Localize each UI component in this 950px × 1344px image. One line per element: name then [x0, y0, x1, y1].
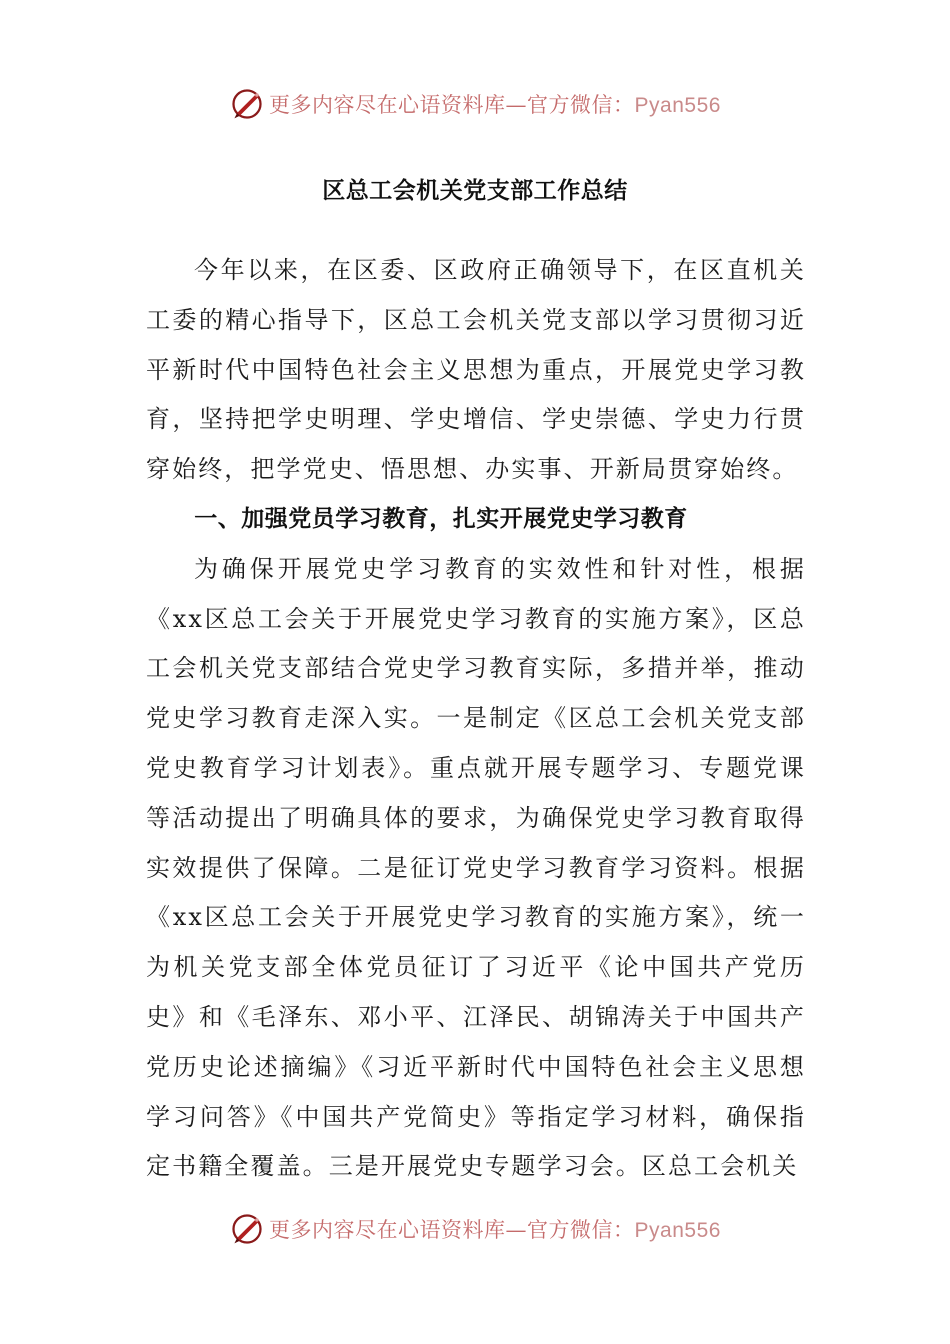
pen-logo-icon	[229, 86, 265, 122]
watermark-wechat-id: Pyan556	[634, 94, 721, 117]
document-body	[146, 246, 806, 1192]
section-paragraph: 为确保开展党史学习教育的实效性和针对性，根据《xx区总工会关于开展党史学习教育的实施方案》，区总工会机关党支部结合党史学习教育实际，多措并举，推动党史学习教育走深入实。一是制定《区总工会机关党支部党史教育学习计划表》。重点就开展专题学习、专题党课等活动提出了明确具体的要求，为确保党史学习教育取得实效提供了保障。二是征订党史学习教育学习资料。根据《xx区总工会关于开展党史学习教育的实施方案》，统一为机关党支部全体党员征订了习近平《论中国共产党历史》和《毛泽东、邓小平、江泽民、胡锦涛关于中国共产党历史论述摘编》《习近平新时代中国特色社会主义思想学习问答》《中国共产党简史》等指定学习材料，确保指定书籍全覆盖。三是开展党史专题学习会。区总工会机关	[146, 554, 806, 1181]
watermark-text: 更多内容尽在心语资料库—官方微信：Pyan556	[269, 93, 721, 117]
watermark-header	[0, 84, 950, 124]
pen-logo-icon	[229, 1211, 265, 1247]
watermark-text: 更多内容尽在心语资料库—官方微信：Pyan556	[269, 1218, 721, 1242]
watermark-wechat-id: Pyan556	[634, 1219, 721, 1242]
intro-paragraph: 今年以来，在区委、区政府正确领导下，在区直机关工委的精心指导下，区总工会机关党支部以学习贯彻习近平新时代中国特色社会主义思想为重点，开展党史学习教育，坚持把学史明理、学史增信、学史崇德、学史力行贯穿始终，把学党史、悟思想、办实事、开新局贯穿始终。	[146, 256, 806, 484]
watermark-footer	[0, 1209, 950, 1249]
section-heading: 一、加强党员学习教育，扎实开展党史学习教育	[194, 505, 688, 532]
document-title: 区总工会机关党支部工作总结	[322, 178, 628, 204]
